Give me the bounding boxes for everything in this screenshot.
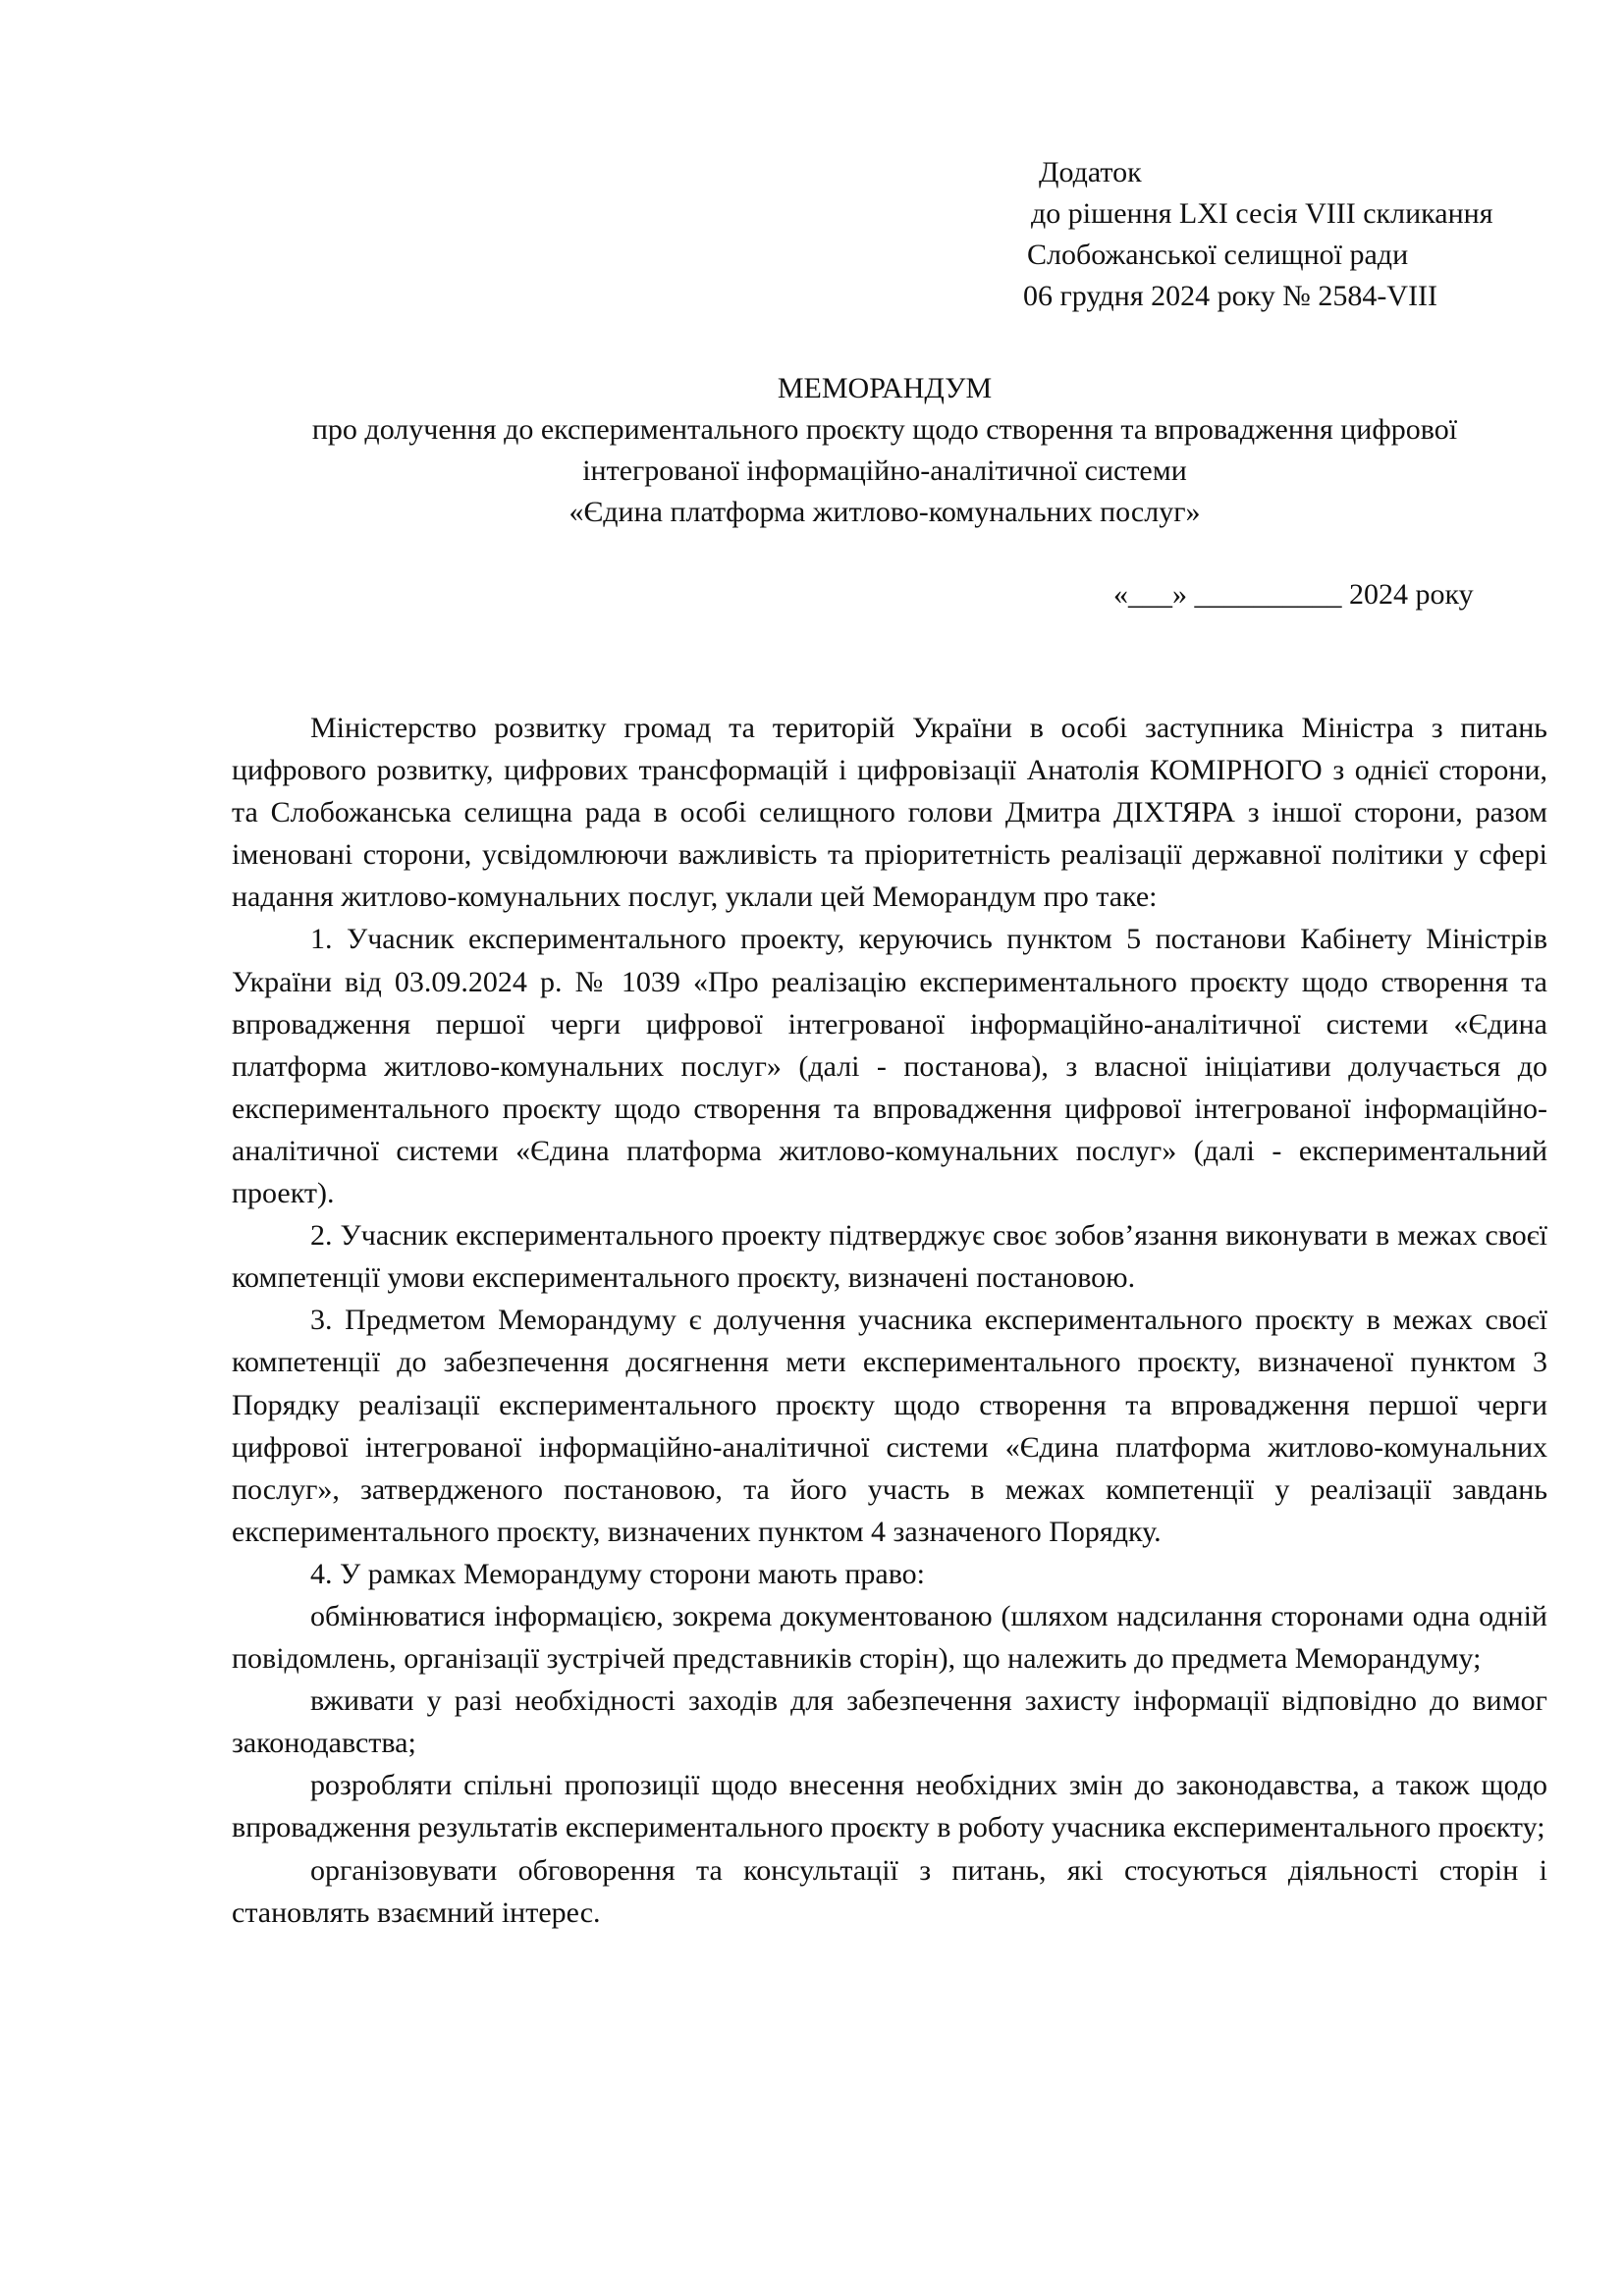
title-block — [232, 368, 1538, 533]
paragraph-item-4: 4. У рамках Меморандуму сторони мають право: — [310, 1557, 925, 1590]
subtitle-line-2: інтегрованої інформаційно-аналітичної системи — [582, 454, 1187, 487]
annex-line-3: Слобожанської селищної ради — [1027, 239, 1409, 271]
subtitle-line-1: про долучення до експериментального проєкту щодо створення та впровадження цифрової — [311, 413, 1458, 446]
subtitle-line-3: «Єдина платформа житлово-комунальних послуг» — [568, 496, 1201, 528]
document-heading: МЕМОРАНДУМ — [777, 372, 993, 404]
annex-line-1: Додаток — [1039, 156, 1142, 188]
annex-line-4: 06 грудня 2024 року № 2584-VIII — [1023, 280, 1438, 312]
paragraph-right-3: розробляти спільні пропозиції щодо внесення необхідних змін до законодавства, а також щодо впровадження результатів експериментального проєкту в роботу учасника експериментального проєкту; — [232, 1769, 1547, 1844]
paragraph-item-2: 2. Учасник експериментального проекту підтверджує своє зобов’язання виконувати в межах своєї компетенції умови експериментального проєкту, визначені постановою. — [232, 1219, 1547, 1295]
paragraph-right-2: вживати у разі необхідності заходів для забезпечення захисту інформації відповідно до вимог законодавства; — [232, 1684, 1547, 1760]
date-line: «___» __________ 2024 року — [1113, 578, 1474, 611]
annex-line-2: до рішення LXI сесія VIII скликання — [1031, 197, 1493, 230]
paragraph-right-4: організовувати обговорення та консультації з питань, які стосуються діяльності сторін і становлять взаємний інтерес. — [232, 1853, 1547, 1929]
paragraph-right-1: обмінюватися інформацією, зокрема документованою (шляхом надсилання сторонами одна одній повідомлень, організації зустрічей представників сторін), що належить до предмета Меморандуму; — [232, 1599, 1547, 1676]
paragraph-item-3: 3. Предметом Меморандуму є долучення учасника експериментального проєкту в межах своєї компетенції до забезпечення досягнення мети експериментального проєкту, визначеної пунктом 3 Порядку реалізації експериментального проєкту щодо створення та впровадження першої черги цифрової інтегрованої інформаційно-аналітичної системи «Єдина платформа житлово-комунальних послуг», затвердженого постановою, та його участь в межах компетенції у реалізації завдань експериментального проєкту, визначених пунктом 4 зазначеного Порядку. — [232, 1304, 1547, 1548]
paragraph-preamble: Міністерство розвитку громад та територій України в особі заступника Міністра з питань цифрового розвитку, цифрових трансформацій і цифровізації Анатолія КОМІРНОГО з однієї сторони, та Слобожанська селищна рада в особі селищного голови Дмитра ДІХТЯРА з іншої сторони, разом іменовані сторони, усвідомлюючи важливість та пріоритетність реалізації державної політики у сфері надання житлово-комунальних послуг, уклали цей Меморандум про таке: — [232, 712, 1547, 914]
annex-block — [1023, 152, 1493, 317]
document-body — [232, 707, 1547, 1934]
paragraph-item-1: 1. Учасник експериментального проекту, керуючись пунктом 5 постанови Кабінету Міністрів України від 03.09.2024 р. № 1039 «Про реалізацію експериментального проєкту щодо створення та впровадження першої черги цифрової інтегрованої інформаційно-аналітичної системи «Єдина платформа житлово-комунальних послуг» (далі - постанова), з власної ініціативи долучається до експериментального проєкту щодо створення та впровадження цифрової інтегрованої інформаційно-аналітичної системи «Єдина платформа житлово-комунальних послуг» (далі - експериментальний проект). — [232, 923, 1547, 1210]
